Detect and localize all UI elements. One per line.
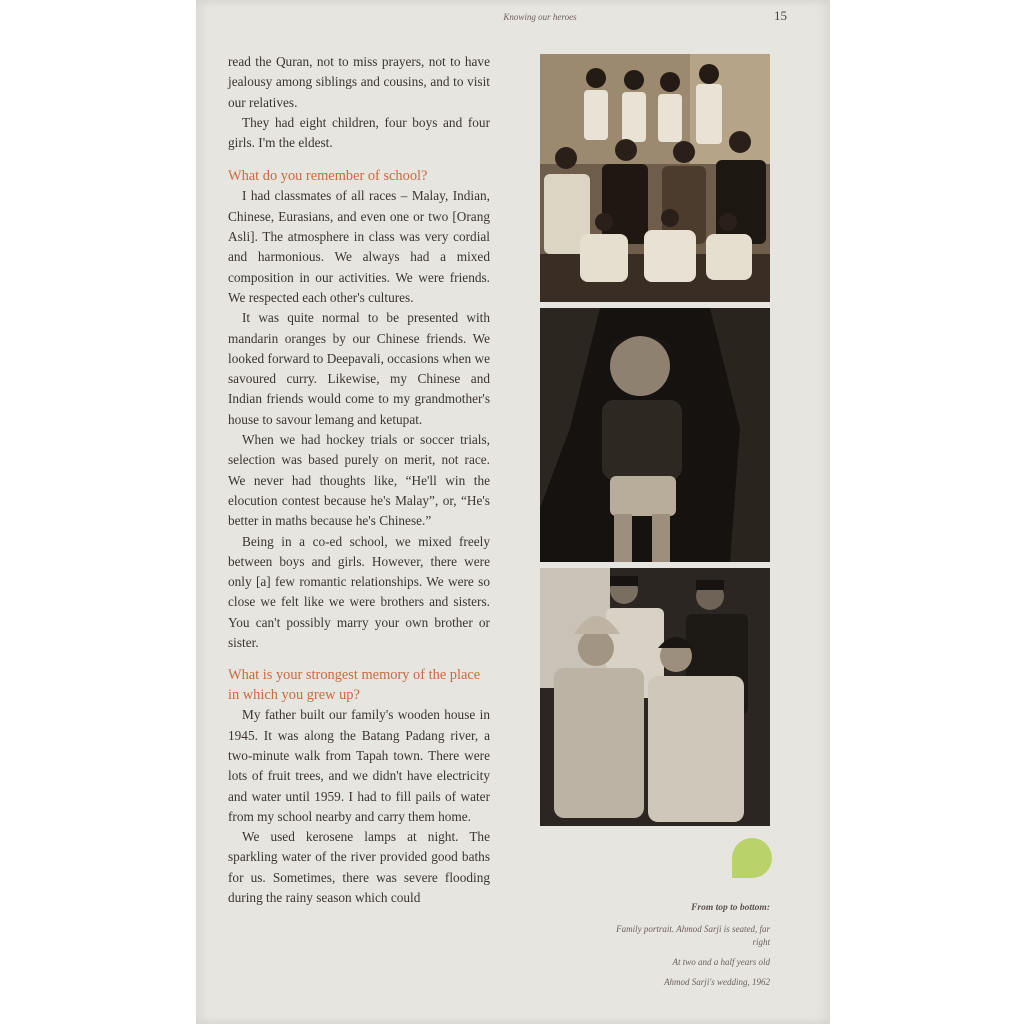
paragraph: I had classmates of all races – Malay, Indian, Chinese, Eurasians, and even one or two [Orang Asli]. The atmosphere in class was very cordial and harmonious. We always had a mixed composition in our activities. We were friends. We respected each other's cultures. xyxy=(228,188,490,305)
family-portrait-photo xyxy=(540,54,770,302)
text-column xyxy=(228,52,490,908)
caption: At two and a half years old xyxy=(672,957,770,967)
paragraph: When we had hockey trials or soccer trials, selection was based purely on merit, not race. We never had thoughts like, “He'll win the elocution contest because he's Malay”, or, “He's better in maths because he's Chinese.” xyxy=(228,432,490,529)
page-number: 15 xyxy=(774,8,787,23)
question-heading: What do you remember of school? xyxy=(228,168,428,185)
paragraph: My father built our family's wooden house in 1945. It was along the Batang Padang river, a two-minute walk from Tapah town. There were lots of fruit trees, and we didn't have electricity and water until 1959. I had to fill pails of water from my school nearby and carry them home. xyxy=(228,707,490,824)
paragraph: read the Quran, not to miss prayers, not to have jealousy among siblings and cousins, and to visit our relatives. xyxy=(228,54,490,110)
caption: Family portrait. Ahmod Sarji is seated, far right xyxy=(616,924,770,947)
running-head: Knowing our heroes xyxy=(503,12,577,22)
paragraph: It was quite normal to be presented with mandarin oranges by our Chinese friends. We looked forward to Deepavali, occasions when we savoured curry. Likewise, my Chinese and Indian friends would come to my grandmother's house to savour lemang and ketupat. xyxy=(228,310,490,427)
caption: Ahmod Sarji's wedding, 1962 xyxy=(664,977,770,987)
paragraph: They had eight children, four boys and four girls. I'm the eldest. xyxy=(228,114,490,151)
paragraph: Being in a co-ed school, we mixed freely between boys and girls. However, there were only [a] few romantic relationships. We were so close we felt like we were brothers and sisters. You can't possibly marry your own brother or sister. xyxy=(228,533,490,651)
green-marker-icon xyxy=(732,838,772,878)
child-portrait-photo xyxy=(540,308,770,562)
paragraph: We used kerosene lamps at night. The sparkling water of the river provided good baths for us. Sometimes, there was severe flooding during the rainy season which could xyxy=(228,829,490,905)
caption-heading: From top to bottom: xyxy=(691,903,770,913)
photo-captions xyxy=(606,902,770,996)
question-heading: What is your strongest memory of the place in which you grew up? xyxy=(228,667,481,704)
book-page xyxy=(196,0,830,1024)
wedding-photo xyxy=(540,568,770,826)
